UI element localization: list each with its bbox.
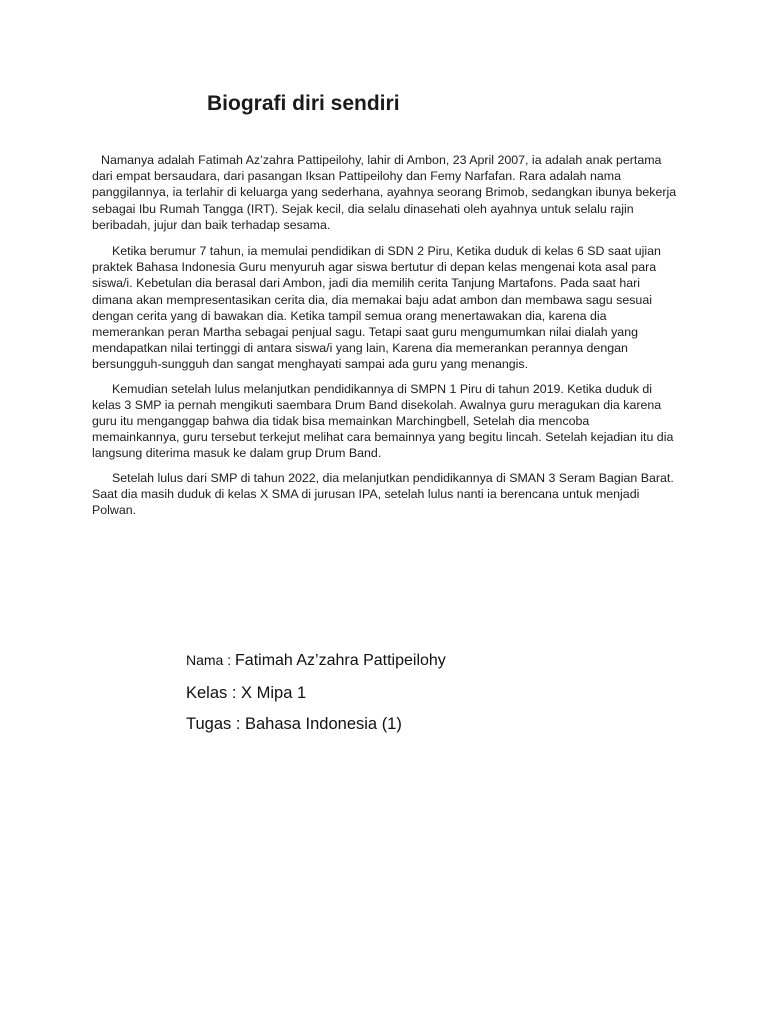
info-tugas: Tugas : Bahasa Indonesia (1): [186, 715, 402, 733]
nama-value: Fatimah Az’zahra Pattipeilohy: [235, 652, 446, 669]
info-kelas: Kelas : X Mipa 1: [186, 684, 307, 702]
info-nama: [186, 652, 446, 670]
paragraph-1: Namanya adalah Fatimah Az’zahra Pattipeilohy, lahir di Ambon, 23 April 2007, ia adalah anak pertama dari empat bersaudara, dari pasangan Iksan Pattipeilohy dan Femy Narfafan. Rara adalah nama panggilannya, ia terlahir di keluarga yang sederhana, ayahnya seorang Brimob, sedangkan ibunya bekerja sebagai Ibu Rumah Tangga (IRT). Sejak kecil, dia selalu dinasehati oleh ayahnya untuk selalu rajin beribadah, jujur dan baik terhadap sesama.: [92, 153, 677, 232]
paragraph-4: Setelah lulus dari SMP di tahun 2022, dia melanjutkan pendidikannya di SMAN 3 Seram Bagian Barat. Saat dia masih duduk di kelas X SMA di jurusan IPA, setelah lulus nanti ia berencana untuk menjadi Polwan.: [92, 470, 674, 518]
paragraph-2: Ketika berumur 7 tahun, ia memulai pendidikan di SDN 2 Piru, Ketika duduk di kelas 6 SD saat ujian praktek Bahasa Indonesia Guru menyuruh agar siswa bertutur di depan kelas mengenai kota asal para siswa/i. Kebetulan dia berasal dari Ambon, jadi dia memilih cerita Tanjung Martafons. Pada saat hari dimana akan mempresentasikan cerita dia, dia memakai baju adat ambon dan membawa sagu sesuai dengan cerita yang di bawakan dia. Ketika tampil semua orang menertawakan dia, karena dia memerankan peran Martha sebagai penjual sagu. Tetapi saat guru mengumumkan nilai dialah yang mendapatkan nilai tertinggi di antara siswa/i yang lain, Karena dia memerankan perannya dengan bersungguh-sungguh dan sangat menghayati sampai ada guru yang menangis.: [92, 244, 661, 372]
nama-label: Nama :: [186, 652, 236, 668]
document-title: Biografi diri sendiri: [207, 92, 400, 115]
paragraph-3: Kemudian setelah lulus melanjutkan pendidikannya di SMPN 1 Piru di tahun 2019. Ketika duduk di kelas 3 SMP ia pernah mengikuti saembara Drum Band disekolah. Awalnya guru meragukan dia karena guru itu menganggap bahwa dia tidak bisa memainkan Marchingbell, Setelah dia mencoba memainkannya, guru tersebut terkejut melihat cara bemainnya yang begitu lincah. Setelah kejadian itu dia langsung diterima masuk ke dalam grup Drum Band.: [92, 381, 674, 461]
document-body: [92, 152, 680, 518]
